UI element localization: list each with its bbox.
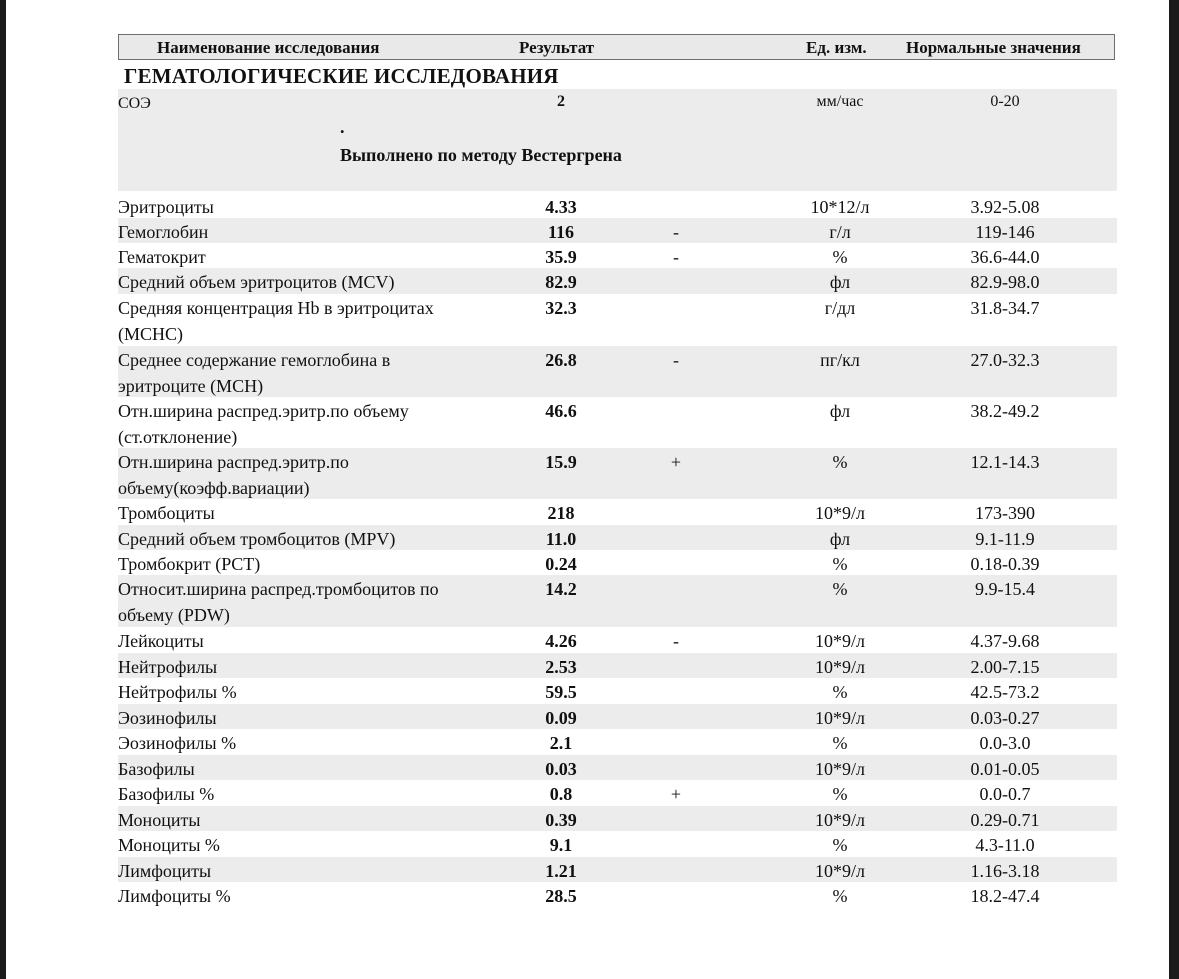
cell-name: Средний объем эритроцитов (MCV) xyxy=(118,272,395,292)
table-row xyxy=(118,755,1117,780)
table-row xyxy=(118,499,1117,525)
cell-result: 11.0 xyxy=(545,529,577,549)
cell-name: Тромбоциты xyxy=(118,503,215,523)
table-row xyxy=(118,575,1117,627)
cell-unit: 10*9/л xyxy=(815,631,865,651)
cell-name: Средняя концентрация Hb в эритроцитах (MCHC) xyxy=(118,298,434,344)
header-unit: Ед. изм. xyxy=(806,38,867,57)
header-name: Наименование исследования xyxy=(157,38,380,57)
cell-normal: 31.8-34.7 xyxy=(970,298,1040,318)
section-title: ГЕМАТОЛОГИЧЕСКИЕ ИССЛЕДОВАНИЯ xyxy=(124,64,559,88)
cell-result: 35.9 xyxy=(545,247,577,267)
cell-result: 32.3 xyxy=(545,298,577,318)
cell-name: Гемоглобин xyxy=(118,222,209,242)
cell-name: Базофилы % xyxy=(118,784,215,804)
table-row xyxy=(118,627,1117,653)
table-row xyxy=(118,397,1117,448)
cell-normal: 42.5-73.2 xyxy=(970,682,1040,702)
table-row xyxy=(118,346,1117,397)
cell-flag: - xyxy=(673,222,679,242)
cell-result: 218 xyxy=(547,503,575,523)
cell-normal: 173-390 xyxy=(975,503,1035,523)
cell-normal: 0.01-0.05 xyxy=(970,759,1040,779)
cell-result: 4.26 xyxy=(545,631,577,651)
cell-unit: % xyxy=(832,452,848,472)
cell-normal: 119-146 xyxy=(975,222,1035,242)
esr-method-note: Выполнено по методу Вестергрена xyxy=(340,145,622,165)
cell-result: 2.1 xyxy=(549,733,573,753)
cell-result: 9.1 xyxy=(549,835,573,855)
cell-unit: 10*9/л xyxy=(815,810,865,830)
cell-name: Эозинофилы % xyxy=(118,733,237,753)
table-header xyxy=(118,34,1115,60)
cell-flag: - xyxy=(673,350,679,370)
cell-unit: 10*9/л xyxy=(815,708,865,728)
table-row xyxy=(118,268,1117,294)
header-normal: Нормальные значения xyxy=(906,38,1081,57)
cell-normal: 2.00-7.15 xyxy=(970,657,1040,677)
esr-row xyxy=(118,89,1117,191)
cell-normal: 3.92-5.08 xyxy=(970,197,1040,217)
cell-normal: 36.6-44.0 xyxy=(970,247,1040,267)
table-row xyxy=(118,448,1117,499)
esr-normal: 0-20 xyxy=(990,93,1020,110)
cell-flag: - xyxy=(673,631,679,651)
table-row xyxy=(118,193,1117,218)
cell-name: Нейтрофилы xyxy=(118,657,218,677)
cell-unit: % xyxy=(832,579,848,599)
cell-normal: 0.03-0.27 xyxy=(970,708,1040,728)
cell-name: Лимфоциты % xyxy=(118,886,231,906)
cell-name: Базофилы xyxy=(118,759,195,779)
table-row xyxy=(118,294,1117,346)
cell-unit: % xyxy=(832,682,848,702)
viewer-right-edge xyxy=(1169,0,1179,979)
cell-result: 1.21 xyxy=(545,861,577,881)
cell-normal: 9.9-15.4 xyxy=(975,579,1035,599)
cell-result: 28.5 xyxy=(545,886,577,906)
header-result: Результат xyxy=(519,38,595,57)
cell-normal: 18.2-47.4 xyxy=(970,886,1040,906)
table-row xyxy=(118,550,1117,575)
table-row xyxy=(118,243,1117,268)
table-row xyxy=(118,653,1117,678)
cell-result: 0.24 xyxy=(545,554,577,574)
table-row xyxy=(118,525,1117,550)
cell-result: 59.5 xyxy=(545,682,577,702)
cell-name: Лимфоциты xyxy=(118,861,212,881)
cell-unit: % xyxy=(832,733,848,753)
cell-flag: + xyxy=(670,784,682,804)
cell-unit: фл xyxy=(829,401,851,421)
table-row xyxy=(118,882,1117,908)
cell-name: Гематокрит xyxy=(118,247,206,267)
cell-result: 0.8 xyxy=(549,784,573,804)
table-row xyxy=(118,780,1117,806)
cell-unit: фл xyxy=(829,272,851,292)
cell-normal: 0.0-0.7 xyxy=(979,784,1031,804)
cell-normal: 9.1-11.9 xyxy=(975,529,1035,549)
table-row xyxy=(118,678,1117,704)
cell-name: Моноциты xyxy=(118,810,201,830)
cell-result: 26.8 xyxy=(545,350,577,370)
cell-flag: + xyxy=(670,452,682,472)
cell-normal: 82.9-98.0 xyxy=(970,272,1040,292)
cell-name: Отн.ширина распред.эритр.по объему (ст.отклонение) xyxy=(118,401,409,447)
cell-name: Моноциты % xyxy=(118,835,220,855)
cell-name: Среднее содержание гемоглобина в эритроците (MCH) xyxy=(118,350,391,396)
cell-result: 4.33 xyxy=(545,197,577,217)
cell-name: Тромбокрит (PCT) xyxy=(118,554,261,574)
cell-unit: 10*9/л xyxy=(815,759,865,779)
cell-unit: % xyxy=(832,784,848,804)
cell-name: Эритроциты xyxy=(118,197,214,217)
cell-unit: пг/кл xyxy=(820,350,860,370)
esr-name: СОЭ xyxy=(118,95,151,112)
cell-name: Нейтрофилы % xyxy=(118,682,237,702)
cell-normal: 12.1-14.3 xyxy=(970,452,1040,472)
cell-result: 0.09 xyxy=(545,708,577,728)
cell-result: 116 xyxy=(547,222,574,242)
cell-normal: 1.16-3.18 xyxy=(970,861,1040,881)
cell-unit: % xyxy=(832,554,848,574)
cell-result: 15.9 xyxy=(545,452,577,472)
cell-unit: % xyxy=(832,886,848,906)
table-row xyxy=(118,704,1117,729)
cell-flag: - xyxy=(673,247,679,267)
table-row xyxy=(118,831,1117,857)
cell-unit: фл xyxy=(829,529,851,549)
cell-name: Лейкоциты xyxy=(118,631,204,651)
cell-unit: % xyxy=(832,247,848,267)
esr-unit: мм/час xyxy=(816,93,864,110)
cell-normal: 27.0-32.3 xyxy=(970,350,1040,370)
cell-name: Относит.ширина распред.тромбоцитов по объему (PDW) xyxy=(118,579,439,625)
cell-normal: 38.2-49.2 xyxy=(970,401,1040,421)
cell-unit: г/дл xyxy=(824,298,856,318)
cell-unit: 10*9/л xyxy=(815,657,865,677)
cell-normal: 4.3-11.0 xyxy=(975,835,1035,855)
cell-result: 2.53 xyxy=(545,657,577,677)
esr-bullet: . xyxy=(340,117,345,137)
cell-normal: 0.18-0.39 xyxy=(970,554,1040,574)
cell-normal: 0.0-3.0 xyxy=(979,733,1031,753)
table-row xyxy=(118,857,1117,882)
cell-name: Эозинофилы xyxy=(118,708,217,728)
cell-unit: г/л xyxy=(829,222,851,242)
cell-result: 46.6 xyxy=(545,401,577,421)
cell-normal: 0.29-0.71 xyxy=(970,810,1040,830)
table-row xyxy=(118,806,1117,831)
cell-name: Отн.ширина распред.эритр.по объему(коэфф.вариации) xyxy=(118,452,349,498)
cell-result: 0.03 xyxy=(545,759,577,779)
cell-unit: 10*9/л xyxy=(815,503,865,523)
table-row xyxy=(118,218,1117,243)
table-row xyxy=(118,729,1117,755)
esr-result: 2 xyxy=(557,93,565,110)
cell-unit: 10*12/л xyxy=(810,197,870,217)
cell-unit: 10*9/л xyxy=(815,861,865,881)
cell-unit: % xyxy=(832,835,848,855)
cell-name: Средний объем тромбоцитов (MPV) xyxy=(118,529,396,549)
cell-normal: 4.37-9.68 xyxy=(970,631,1040,651)
cell-result: 14.2 xyxy=(545,579,577,599)
cell-result: 82.9 xyxy=(545,272,577,292)
cell-result: 0.39 xyxy=(545,810,577,830)
